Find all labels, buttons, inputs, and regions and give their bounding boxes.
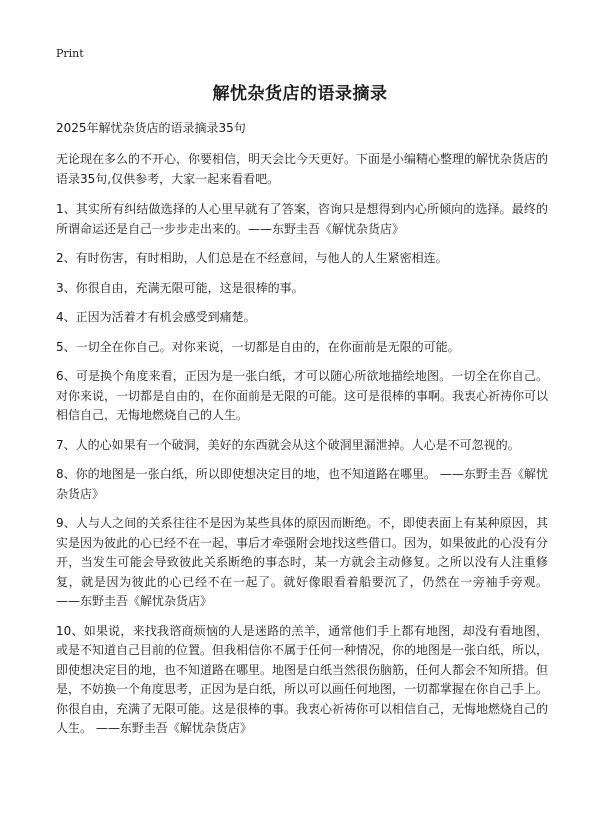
article-intro: 无论现在多么的不开心，你要相信，明天会比今天更好。下面是小编精心整理的解忧杂货店的语录35句,仅供参考，大家一起来看看吧。 (56, 152, 549, 186)
quote-item-10: 10、如果说，来找我谘商烦恼的人是迷路的羔羊，通常他们手上都有地图，却没有看地图，或是不知道自己目前的位置。但我相信你不属于任何一种情况，你的地图是一张白纸，所以，即使想决定目的地，也不知道路在哪里。地图是白纸当然很伤脑筋，任何人都会不知所措。但是，不妨换一个角度思考，正因为是白纸，所以可以画任何地图，一切都掌握在你自己手上。你很自由，充满了无限可能。这是很棒的事。我衷心祈祷你可以相信自己，无悔地燃烧自己的人生。 ——东野圭吾《解忧杂货店》 (56, 623, 549, 735)
quote-item-8: 8、你的地图是一张白纸，所以即使想决定目的地，也不知道路在哪里。 ——东野圭吾《解忧杂货店》 (56, 467, 548, 501)
quote-item-9: 9、人与人之间的关系往往不是因为某些具体的原因而断绝。不，即使表面上有某种原因，其实是因为彼此的心已经不在一起，事后才牵强附会地找这些借口。因为，如果彼此的心没有分开，当发生可能会导致彼此关系断绝的事态时，某一方就会主动修复。之所以没有人注重修复，就是因为彼此的心已经不在一起了。就好像眼看着船要沉了，仍然在一旁袖手旁观。 ——东野圭吾《解忧杂货店》 (56, 516, 549, 608)
quote-item-3: 3、你很自由，充满无限可能，这是很棒的事。 (56, 280, 304, 295)
quote-item-6: 6、可是换个角度来看，正因为是一张白纸，才可以随心所欲地描绘地图。一切全在你自己。对你来说，一切都是自由的，在你面前是无限的可能。这可是很棒的事啊。我衷心祈祷你可以相信自己，无悔地燃烧自己的人生。 (56, 369, 549, 422)
quote-item-4: 4、正因为活着才有机会感受到痛楚。 (56, 310, 256, 324)
page-title: 解忧杂货店的语录摘录 (212, 84, 388, 104)
article-body (56, 120, 548, 749)
quote-item-7: 7、人的心如果有一个破洞，美好的东西就会从这个破洞里漏泄掉。人心是不可忽视的。 (56, 437, 520, 452)
print-link[interactable]: Print (56, 47, 84, 60)
quote-item-1: 1、其实所有纠结做选择的人心里早就有了答案，咨询只是想得到内心所倾向的选择。最终的所谓命运还是自己一步步走出来的。——东野圭吾《解忧杂货店》 (56, 202, 548, 236)
article-subtitle: 2025年解忧杂货店的语录摘录35句 (56, 121, 246, 135)
quote-item-5: 5、一切全在你自己。对你来说，一切都是自由的，在你面前是无限的可能。 (56, 339, 460, 354)
quote-item-2: 2、有时伤害，有时相助，人们总是在不经意间，与他人的人生紧密相连。 (56, 251, 448, 265)
